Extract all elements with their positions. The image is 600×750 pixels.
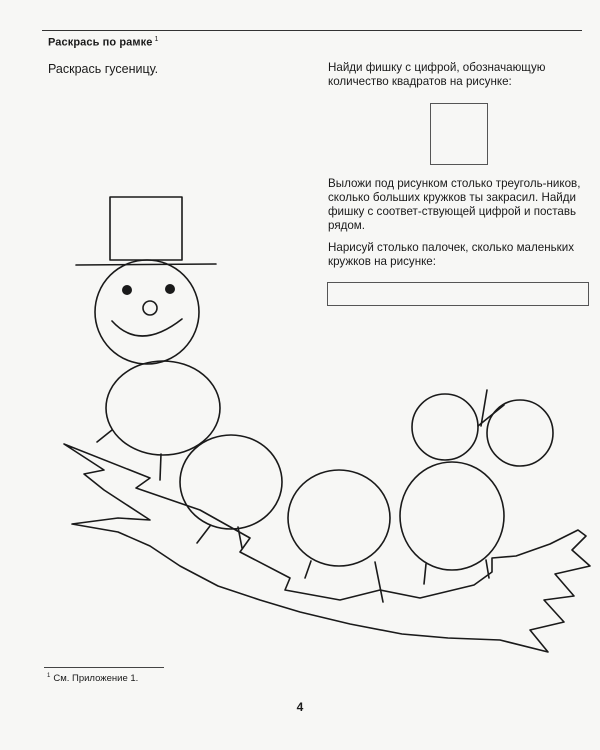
leg-3: [197, 526, 210, 543]
caterpillar-head: [95, 260, 199, 364]
leg-7: [424, 564, 426, 584]
body-segment-4: [400, 462, 504, 570]
task-lay-triangles: Выложи под рисунком столько треуголь-ников, сколько больших кружков ты закрасил. Найди фишку с соответ-ствующей цифрой и поставь рядом.: [328, 177, 581, 232]
hat-brim: [76, 264, 216, 265]
eye-left: [122, 285, 132, 295]
leaf-outline: [64, 444, 590, 652]
caterpillar-instruction: Раскрась гусеницу.: [48, 62, 159, 76]
leg-2: [160, 454, 161, 480]
footnote: [47, 673, 138, 684]
smile: [112, 319, 182, 336]
leg-4: [238, 527, 242, 548]
eye-right: [165, 284, 175, 294]
leg-6: [375, 562, 383, 602]
footnote-marker: 1: [47, 673, 51, 679]
antenna-2: [478, 405, 504, 426]
footnote-text: См. Приложение 1.: [53, 673, 139, 685]
section-title-text: Раскрась по рамке: [48, 36, 153, 49]
footnote-divider: [44, 667, 164, 668]
page-number: 4: [296, 700, 304, 714]
body-segment-3: [288, 470, 390, 566]
leg-5: [305, 561, 311, 578]
small-circle-1: [412, 394, 478, 460]
task-count-squares: Найди фишку с цифрой, обозначающую количество квадратов на рисунке:: [328, 61, 546, 88]
body-segment-1: [106, 361, 220, 455]
task-draw-sticks: Нарисуй столько палочек, сколько маленьких кружков на рисунке:: [328, 241, 574, 268]
hat-square: [110, 197, 182, 260]
nose-circle: [143, 301, 157, 315]
section-title-footnote-marker: 1: [154, 36, 159, 43]
leg-1: [97, 430, 112, 442]
body-segment-2: [180, 435, 282, 529]
